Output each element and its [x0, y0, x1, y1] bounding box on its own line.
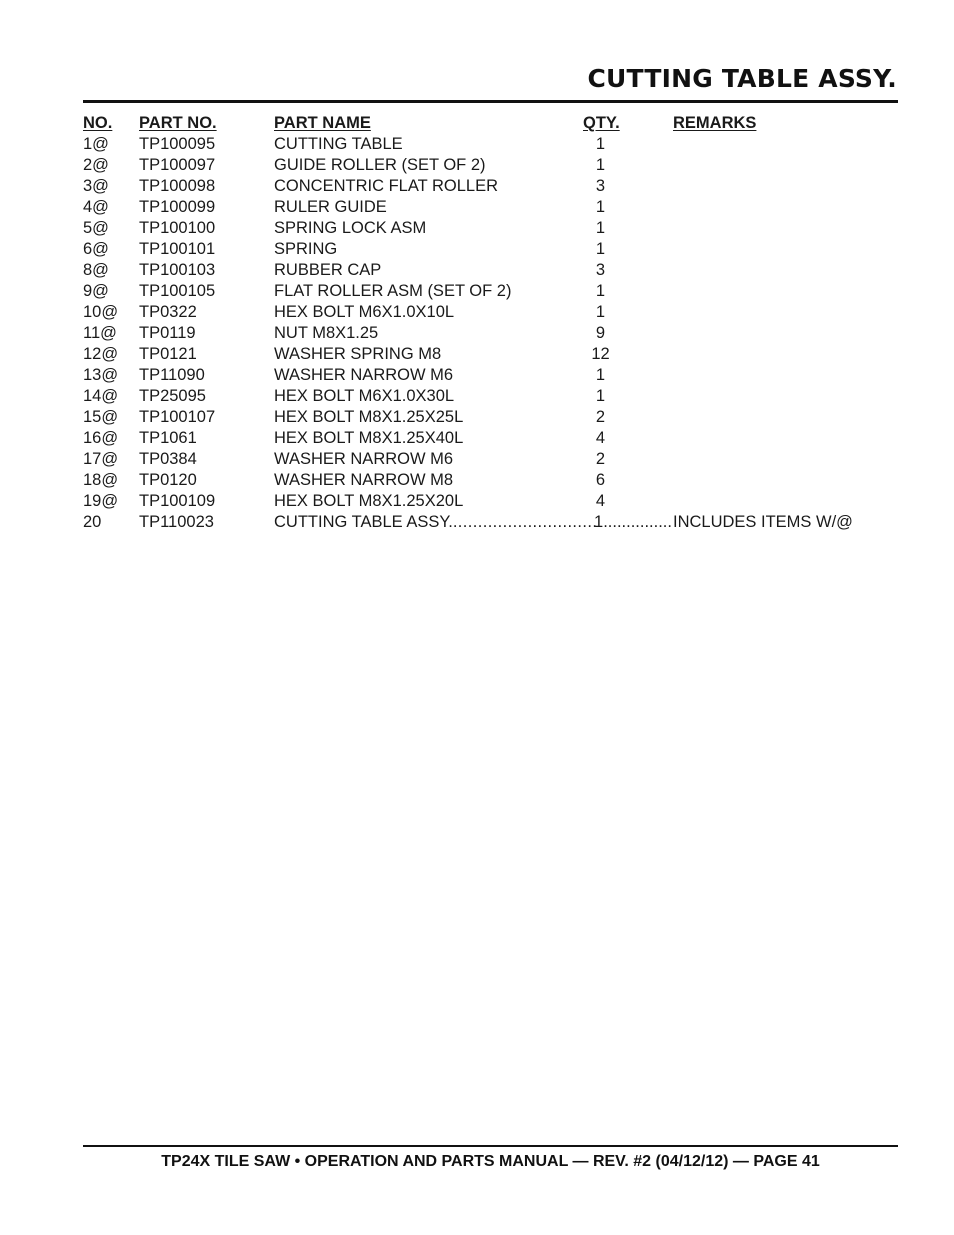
row-part-no: TP100103	[139, 261, 216, 279]
table-row	[83, 218, 898, 239]
row-part-name: FLAT ROLLER ASM (SET OF 2)	[274, 282, 512, 300]
table-row	[83, 197, 898, 218]
table-body	[83, 134, 898, 512]
table-row	[83, 449, 898, 470]
row-qty: 3	[595, 177, 606, 195]
row-qty: 2	[595, 450, 606, 468]
row-qty: 6	[595, 471, 606, 489]
row-qty-text: 1	[594, 513, 604, 531]
row-no: 19@	[83, 492, 119, 510]
row-no: 13@	[83, 366, 119, 384]
table-row	[83, 386, 898, 407]
row-no: 18@	[83, 471, 119, 489]
row-no: 1@	[83, 135, 109, 153]
row-part-no: TP0121	[139, 345, 197, 363]
table-row	[83, 407, 898, 428]
row-qty: 9	[595, 324, 606, 342]
row-no: 17@	[83, 450, 119, 468]
table-row	[83, 302, 898, 323]
row-qty: 4	[595, 492, 606, 510]
row-part-name: HEX BOLT M6X1.0X10L	[274, 303, 455, 321]
row-part-no: TP100100	[139, 219, 216, 237]
title-divider	[83, 100, 898, 103]
column-header-remarks: REMARKS	[673, 114, 757, 132]
row-qty: 1	[595, 198, 606, 216]
row-part-name: HEX BOLT M8X1.25X20L	[274, 492, 464, 510]
row-part-name: SPRING	[274, 240, 338, 258]
row-no: 4@	[83, 198, 109, 216]
row-part-name: HEX BOLT M8X1.25X40L	[274, 429, 464, 447]
row-part-name: CONCENTRIC FLAT ROLLER	[274, 177, 499, 195]
table-row	[83, 281, 898, 302]
footer-divider	[83, 1145, 898, 1147]
table-row	[83, 470, 898, 491]
row-qty	[594, 512, 674, 533]
row-part-no: TP0322	[139, 303, 197, 321]
row-no: 6@	[83, 240, 109, 258]
row-part-no: TP0120	[139, 471, 197, 489]
table-row-assembly	[83, 512, 898, 533]
row-part-no: TP110023	[139, 513, 214, 531]
row-no: 5@	[83, 219, 109, 237]
table-row	[83, 428, 898, 449]
row-part-no: TP0384	[139, 450, 197, 468]
row-part-name: WASHER NARROW M8	[274, 471, 454, 489]
row-no: 12@	[83, 345, 119, 363]
parts-table	[83, 113, 898, 533]
row-part-no: TP100099	[139, 198, 216, 216]
row-part-name: CUTTING TABLE	[274, 135, 403, 153]
row-qty: 1	[595, 303, 606, 321]
row-qty: 1	[595, 366, 606, 384]
row-part-no: TP100097	[139, 156, 216, 174]
row-no: 9@	[83, 282, 109, 300]
row-qty: 3	[595, 261, 606, 279]
table-row	[83, 323, 898, 344]
page-title: CUTTING TABLE ASSY.	[587, 64, 897, 93]
row-no: 2@	[83, 156, 109, 174]
row-no: 8@	[83, 261, 109, 279]
row-part-name: WASHER SPRING M8	[274, 345, 442, 363]
column-header-qty: QTY.	[583, 114, 620, 132]
row-qty: 1	[595, 240, 606, 258]
row-part-no: TP1061	[139, 429, 197, 447]
row-part-no: TP100105	[139, 282, 216, 300]
row-qty: 1	[595, 156, 606, 174]
row-part-name	[274, 512, 599, 533]
row-part-no: TP100107	[139, 408, 216, 426]
row-part-name: HEX BOLT M6X1.0X30L	[274, 387, 455, 405]
row-part-no: TP25095	[139, 387, 206, 405]
table-row	[83, 176, 898, 197]
row-part-no: TP0119	[139, 324, 196, 342]
table-row	[83, 344, 898, 365]
row-qty: 4	[595, 429, 606, 447]
table-row	[83, 260, 898, 281]
row-part-no: TP100098	[139, 177, 216, 195]
row-no: 20	[83, 513, 102, 531]
row-part-no: TP100101	[139, 240, 216, 258]
row-part-name: NUT M8X1.25	[274, 324, 379, 342]
row-part-name: HEX BOLT M8X1.25X25L	[274, 408, 464, 426]
column-header-part-no: PART NO.	[139, 114, 217, 132]
row-no: 15@	[83, 408, 119, 426]
row-no: 16@	[83, 429, 119, 447]
row-part-name: SPRING LOCK ASM	[274, 219, 427, 237]
row-no: 14@	[83, 387, 119, 405]
column-header-no: NO.	[83, 114, 113, 132]
table-header-row	[83, 113, 898, 134]
page-footer: TP24X TILE SAW • OPERATION AND PARTS MANUAL — REV. #2 (04/12/12) — PAGE 41	[161, 1153, 820, 1170]
row-qty: 1	[595, 282, 606, 300]
row-part-no: TP100109	[139, 492, 216, 510]
row-part-name: RUBBER CAP	[274, 261, 382, 279]
table-row	[83, 491, 898, 512]
row-no: 3@	[83, 177, 109, 195]
row-part-no: TP100095	[139, 135, 216, 153]
row-part-name: RULER GUIDE	[274, 198, 387, 216]
row-part-name: WASHER NARROW M6	[274, 366, 454, 384]
row-qty: 1	[595, 387, 606, 405]
row-part-name-text: CUTTING TABLE ASSY.	[274, 513, 453, 531]
row-qty: 1	[595, 219, 606, 237]
row-no: 10@	[83, 303, 119, 321]
row-part-name: GUIDE ROLLER (SET OF 2)	[274, 156, 486, 174]
table-row	[83, 134, 898, 155]
row-qty: 1	[595, 135, 606, 153]
table-row	[83, 239, 898, 260]
row-remarks: INCLUDES ITEMS W/@	[673, 512, 898, 533]
table-row	[83, 155, 898, 176]
row-part-no: TP11090	[139, 366, 205, 384]
row-no: 11@	[83, 324, 117, 342]
row-qty: 2	[595, 408, 606, 426]
row-qty: 12	[591, 345, 610, 363]
table-row	[83, 365, 898, 386]
column-header-part-name: PART NAME	[274, 114, 371, 132]
row-part-name: WASHER NARROW M6	[274, 450, 454, 468]
